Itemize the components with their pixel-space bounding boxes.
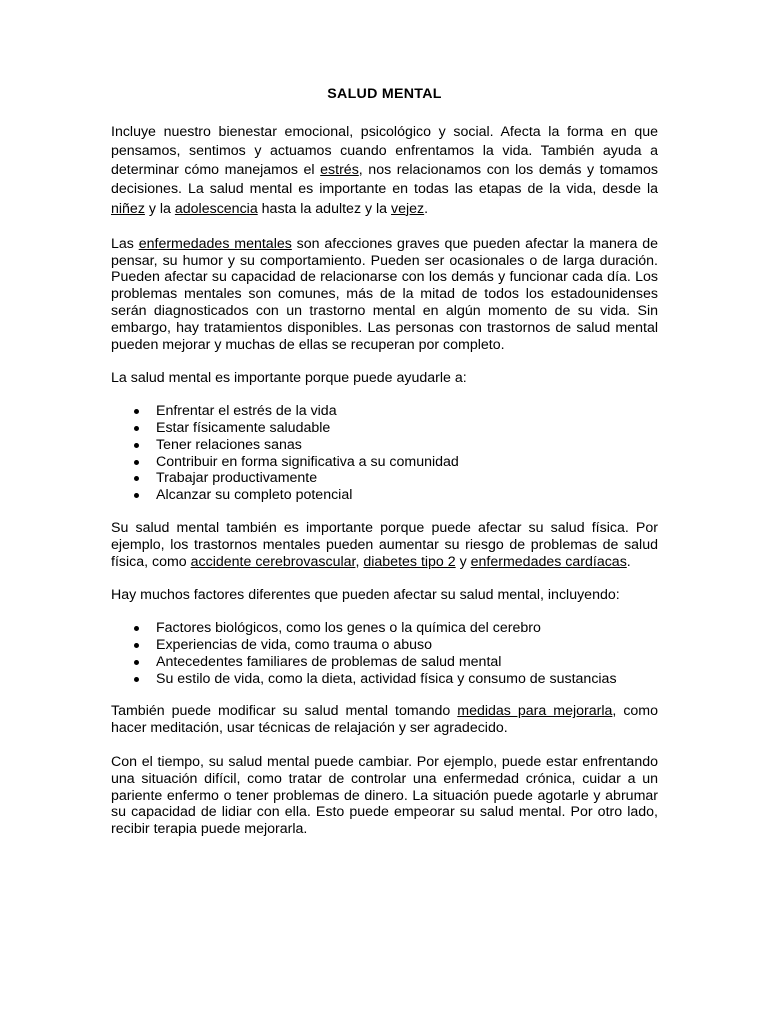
list-item	[111, 671, 658, 688]
list-item-text: Antecedentes familiares de problemas de salud mental	[156, 653, 502, 670]
list-item	[111, 654, 658, 671]
paragraph-factors: Hay muchos factores diferentes que pueden afectar su salud mental, incluyendo:	[111, 587, 620, 604]
text-run: .	[626, 553, 631, 570]
list-item-text: Tener relaciones sanas	[156, 436, 302, 453]
link-estres[interactable]: estrés	[320, 162, 359, 179]
paragraph-importance: La salud mental es importante porque puede ayudarle a:	[111, 370, 467, 387]
list-item	[111, 420, 658, 437]
link-diabetes-tipo-2[interactable]: diabetes tipo 2	[363, 553, 456, 570]
link-vejez[interactable]: vejez	[391, 200, 425, 217]
text-run: hasta la adultez y la	[257, 200, 392, 217]
list-item-text: Contribuir en forma significativa a su comunidad	[156, 453, 459, 470]
list-item	[111, 403, 658, 420]
list-benefits	[111, 403, 658, 504]
paragraph-physical-health	[111, 520, 658, 570]
link-accidente-cerebrovascular[interactable]: accidente cerebrovascular	[190, 553, 356, 570]
text-run: , como hacer meditación, usar técnicas de relajación y ser agradecido.	[111, 703, 659, 737]
list-item-text: Experiencias de vida, como trauma o abuso	[156, 636, 433, 653]
paragraph-intro	[111, 123, 658, 219]
list-item-text: Enfrentar el estrés de la vida	[156, 403, 337, 420]
link-adolescencia[interactable]: adolescencia	[174, 200, 258, 217]
list-item	[111, 454, 658, 471]
list-item-text: Estar físicamente saludable	[156, 419, 331, 436]
document-title: SALUD MENTAL	[327, 86, 442, 102]
text-run: Su salud mental también es importante porque puede afectar su salud física. Por ejemplo, los trastornos mentales pueden aumentar su riesgo de problemas de salud física, como	[111, 519, 658, 570]
text-run: Incluye nuestro bienestar emocional, psicológico y social. Afecta la forma en que pensamos, sentimos y actuamos cuando enfrentamos la vida. También ayuda a determinar cómo manejamos el	[111, 123, 658, 179]
text-run: ,	[355, 553, 364, 570]
text-run: Las	[111, 235, 139, 252]
list-item-text: Su estilo de vida, como la dieta, actividad física y consumo de sustancias	[156, 670, 617, 687]
link-medidas-para-mejorarla[interactable]: medidas para mejorarla	[457, 703, 613, 720]
list-item-text: Trabajar productivamente	[156, 470, 318, 487]
document-page	[111, 86, 658, 838]
link-ninez[interactable]: niñez	[111, 200, 145, 217]
list-factors	[111, 620, 658, 687]
text-run: .	[424, 200, 429, 217]
list-item	[111, 487, 658, 504]
paragraph-mental-illness	[111, 236, 658, 354]
list-item-text: Alcanzar su completo potencial	[156, 487, 353, 504]
text-run: También puede modificar su salud mental tomando	[111, 703, 458, 720]
list-item	[111, 620, 658, 637]
list-item	[111, 637, 658, 654]
list-item	[111, 437, 658, 454]
text-run: y la	[144, 200, 175, 217]
link-enfermedades-cardiacas[interactable]: enfermedades cardíacas	[470, 553, 627, 570]
list-item-text: Factores biológicos, como los genes o la química del cerebro	[156, 620, 541, 637]
text-run: , nos relacionamos con los demás y tomamos decisiones. La salud mental es importante en todas las etapas de la vida, desde la	[111, 162, 658, 198]
list-item	[111, 470, 658, 487]
paragraph-improve	[111, 703, 658, 737]
link-enfermedades-mentales[interactable]: enfermedades mentales	[138, 235, 292, 252]
paragraph-change-over-time: Con el tiempo, su salud mental puede cambiar. Por ejemplo, puede estar enfrentando una situación difícil, como tratar de controlar una enfermedad crónica, cuidar a un pariente enfermo o tener problemas de dinero. La situación puede agotarle y abrumar su capacidad de lidiar con ella. Esto puede empeorar su salud mental. Por otro lado, recibir terapia puede mejorarla.	[111, 753, 658, 838]
text-run: y	[455, 553, 471, 570]
text-run: son afecciones graves que pueden afectar la manera de pensar, su humor y su comportamiento. Pueden ser ocasionales o de larga duración. Pueden afectar su capacidad de relacionarse con los demás y funcionar cada día. Los problemas mentales son comunes, más de la mitad de todos los estadounidenses serán diagnosticados con un trastorno mental en algún momento de su vida. Sin embargo, hay tratamientos disponibles. Las personas con trastornos de salud mental pueden mejorar y muchas de ellas se recuperan por completo.	[111, 235, 658, 353]
